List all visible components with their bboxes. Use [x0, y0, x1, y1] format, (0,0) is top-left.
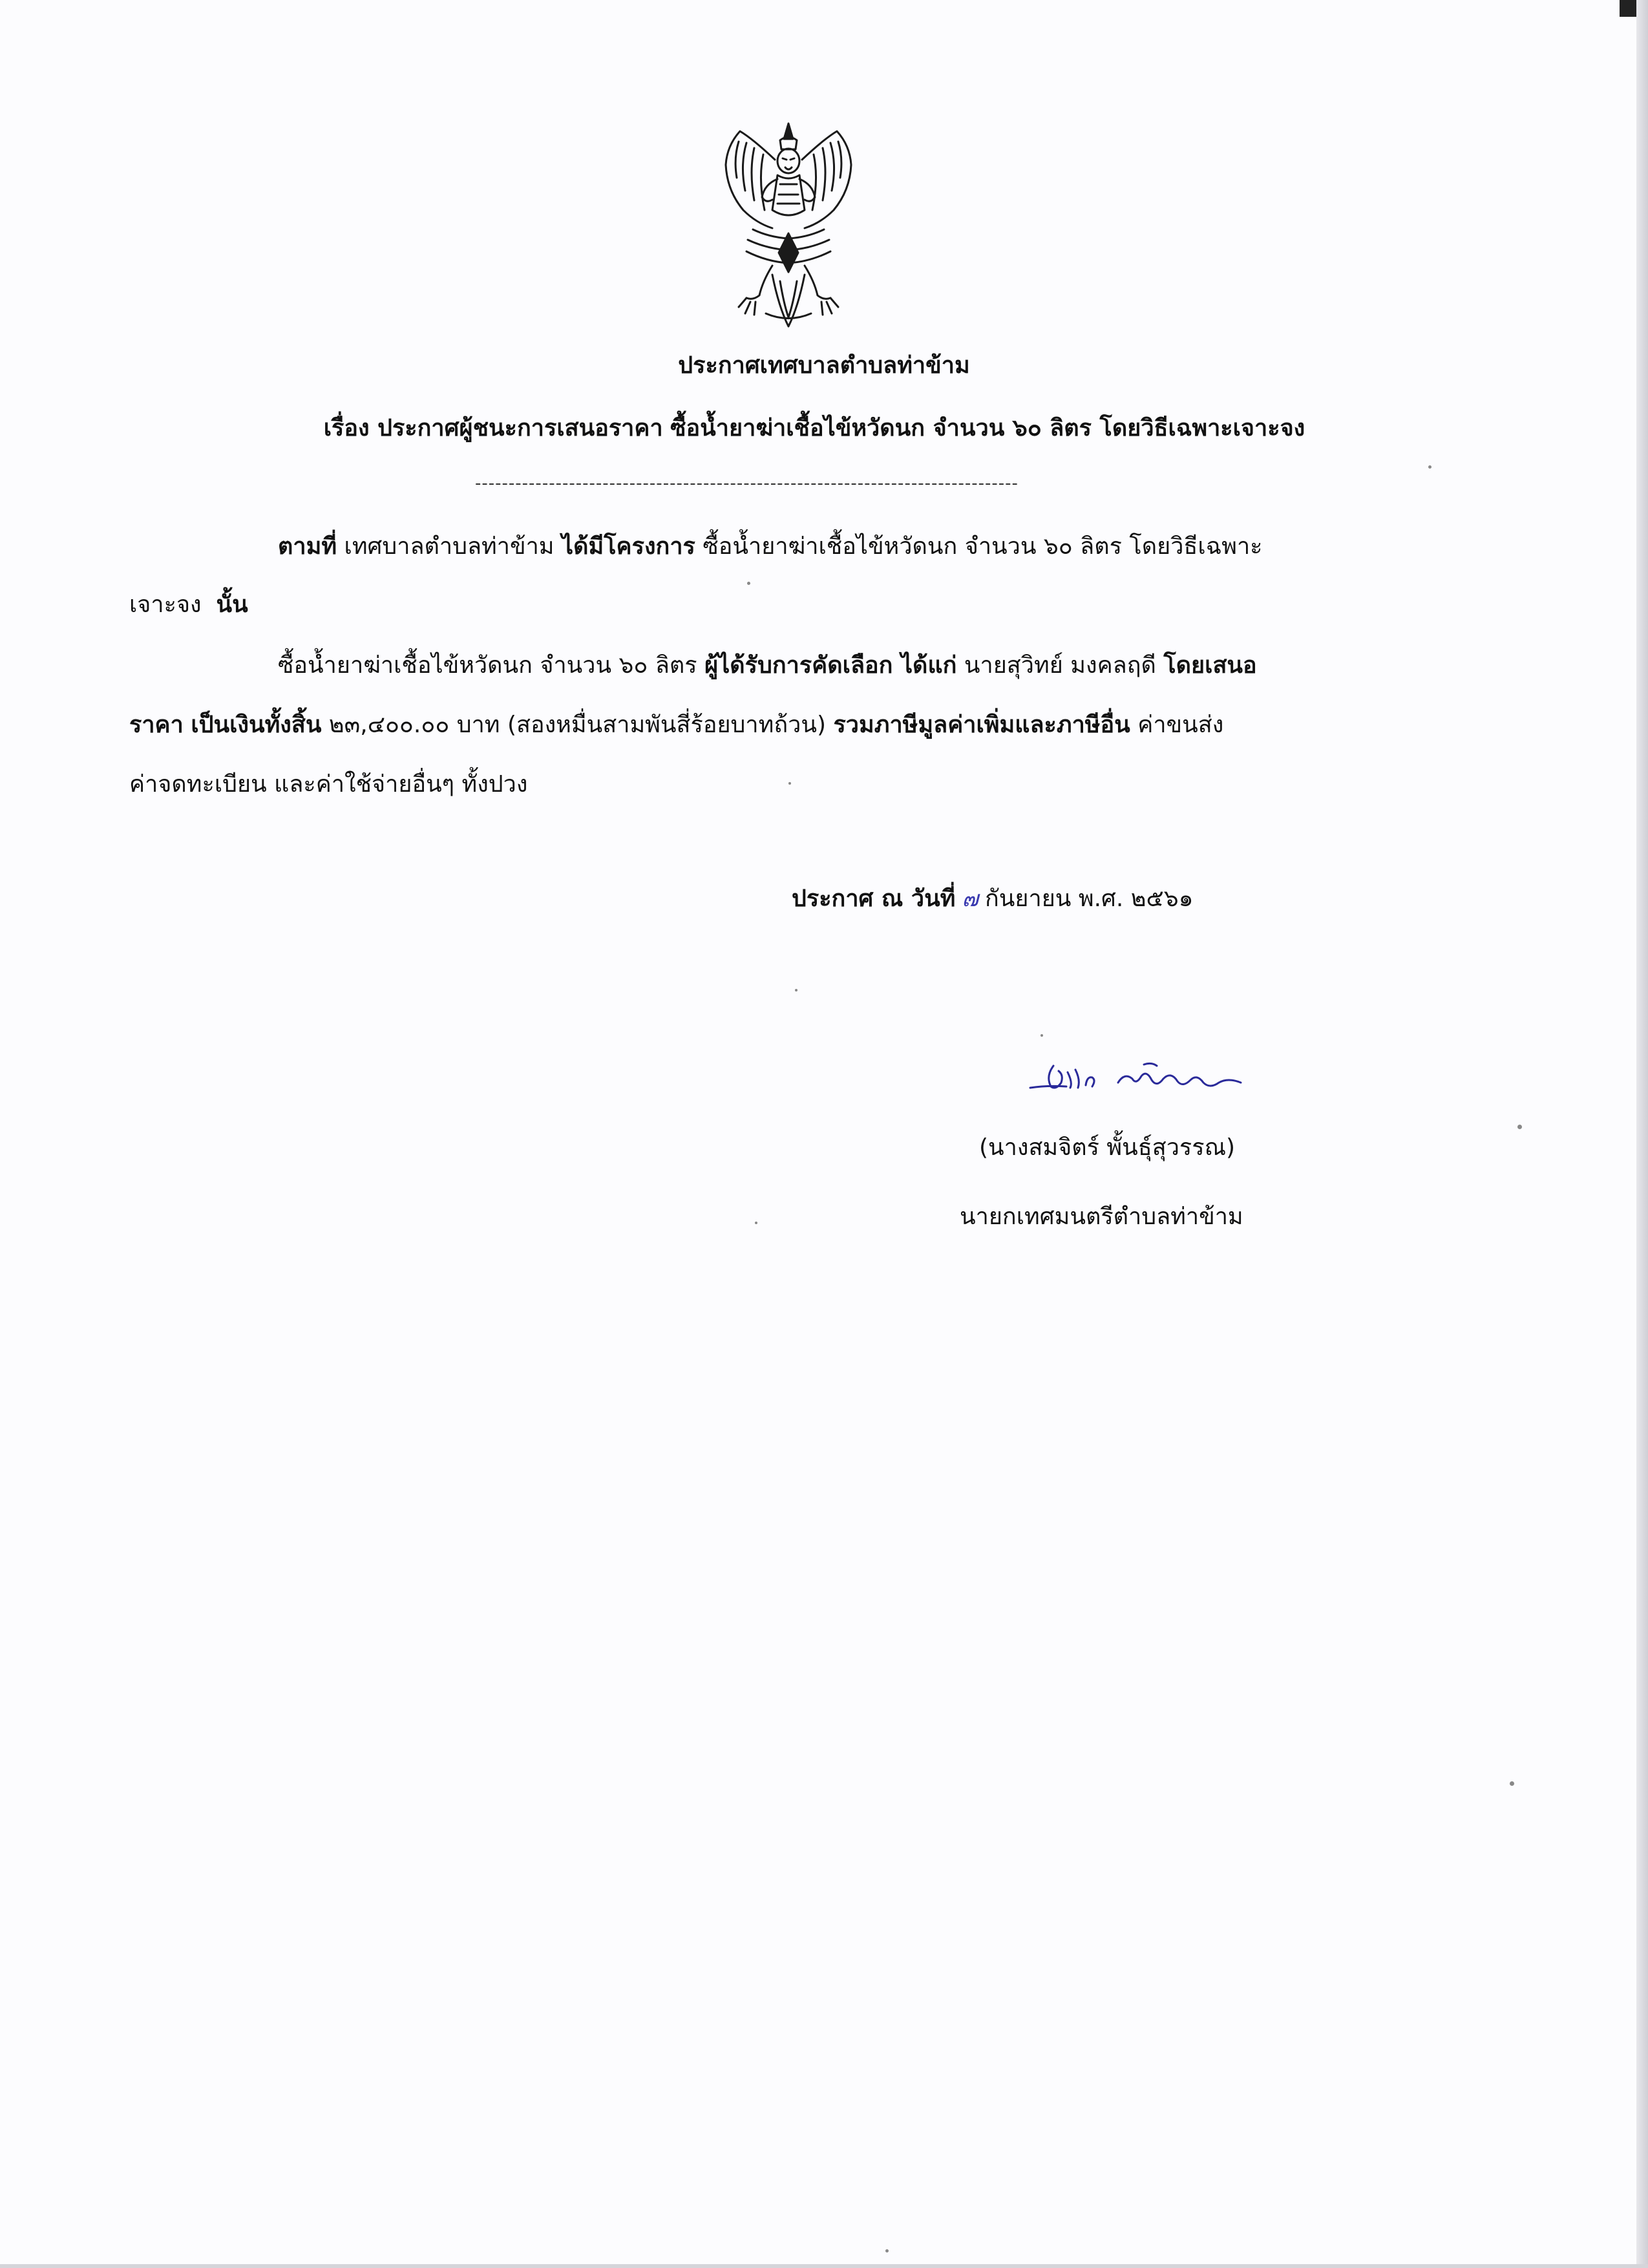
- scan-edge-right: [1636, 0, 1648, 2268]
- scan-speck: [788, 782, 791, 785]
- p2-inclusion-cont: ค่าขนส่ง: [1137, 712, 1224, 738]
- signer-name: (นางสมจิตร์ พั้นธุ์สุวรรณ): [979, 1134, 1236, 1161]
- scan-speck: [1428, 465, 1431, 469]
- paragraph-2-line-2: [129, 714, 1223, 737]
- p2-amount: ๒๓,๔๐๐.๐๐ บาท (สองหมื่นสามพันสี่ร้อยบาทถ้วน): [328, 712, 826, 738]
- announce-month-year: กันยายน พ.ศ. ๒๕๖๑: [984, 885, 1194, 912]
- p2-total-label: เป็นเงินทั้งสิ้น: [191, 712, 322, 738]
- subject-label: เรื่อง ประกาศผู้ชนะการเสนอราคา: [323, 415, 663, 441]
- scan-speck: [885, 2249, 889, 2252]
- p2-item: ซื้อน้ำยาฆ่าเชื้อไข้หวัดนก จำนวน ๖๐ ลิตร: [278, 652, 697, 679]
- paragraph-1-line-2: [129, 593, 248, 617]
- p1-lead: ตามที่: [278, 533, 337, 560]
- p1-project: ซื้อน้ำยาฆ่าเชื้อไข้หวัดนก จำนวน ๖๐ ลิตร โดยวิธีเฉพาะ: [703, 533, 1263, 560]
- paragraph-2-line-3: ค่าจดทะเบียน และค่าใช้จ่ายอื่นๆ ทั้งปวง: [129, 771, 528, 798]
- paragraph-2-line-1: [278, 654, 1257, 677]
- scan-speck: [747, 582, 750, 585]
- subject-line: [213, 417, 1415, 440]
- announcement-date: [792, 887, 1193, 911]
- p1-phrase: ได้มีโครงการ: [562, 533, 695, 560]
- scan-speck: [1041, 1034, 1043, 1037]
- announce-day: ๗: [962, 886, 978, 912]
- document-title: ประกาศเทศบาลตำบลท่าข้าม: [678, 352, 970, 379]
- scan-corner-mark: [1620, 0, 1636, 17]
- subject-text: ซื้อน้ำยาฆ่าเชื้อไข้หวัดนก จำนวน ๖๐ ลิตร โดยวิธีเฉพาะเจาะจง: [670, 415, 1305, 441]
- announce-prefix: ประกาศ ณ วันที่: [792, 885, 956, 912]
- p2-winner: นายสุวิทย์ มงคลฤดี: [964, 652, 1156, 679]
- paragraph-1-line-1: [278, 535, 1263, 558]
- p2-selected-label: ผู้ได้รับการคัดเลือก ได้แก่: [704, 652, 957, 679]
- p2-offer-label: โดยเสนอ: [1163, 652, 1257, 679]
- p1-org: เทศบาลตำบลท่าข้าม: [344, 533, 555, 560]
- scan-speck: [795, 989, 798, 991]
- scan-edge-bottom: [0, 2264, 1648, 2268]
- scan-speck: [1510, 1781, 1514, 1786]
- p2-inclusion-label: รวมภาษีมูลค่าเพิ่มและภาษีอื่น: [833, 712, 1130, 738]
- scan-speck: [755, 1222, 757, 1224]
- handwritten-signature: [1028, 1057, 1247, 1102]
- divider-line: ---------------------------------------------------------------------------------: [475, 474, 1019, 493]
- scan-speck: [1517, 1125, 1522, 1129]
- p1-end: นั้น: [216, 591, 248, 618]
- p1-cont: เจาะจง: [129, 591, 202, 618]
- garuda-emblem-icon: [708, 120, 869, 333]
- signer-position: นายกเทศมนตรีตำบลท่าข้าม: [960, 1203, 1243, 1230]
- p2-price-label: ราคา: [129, 712, 184, 738]
